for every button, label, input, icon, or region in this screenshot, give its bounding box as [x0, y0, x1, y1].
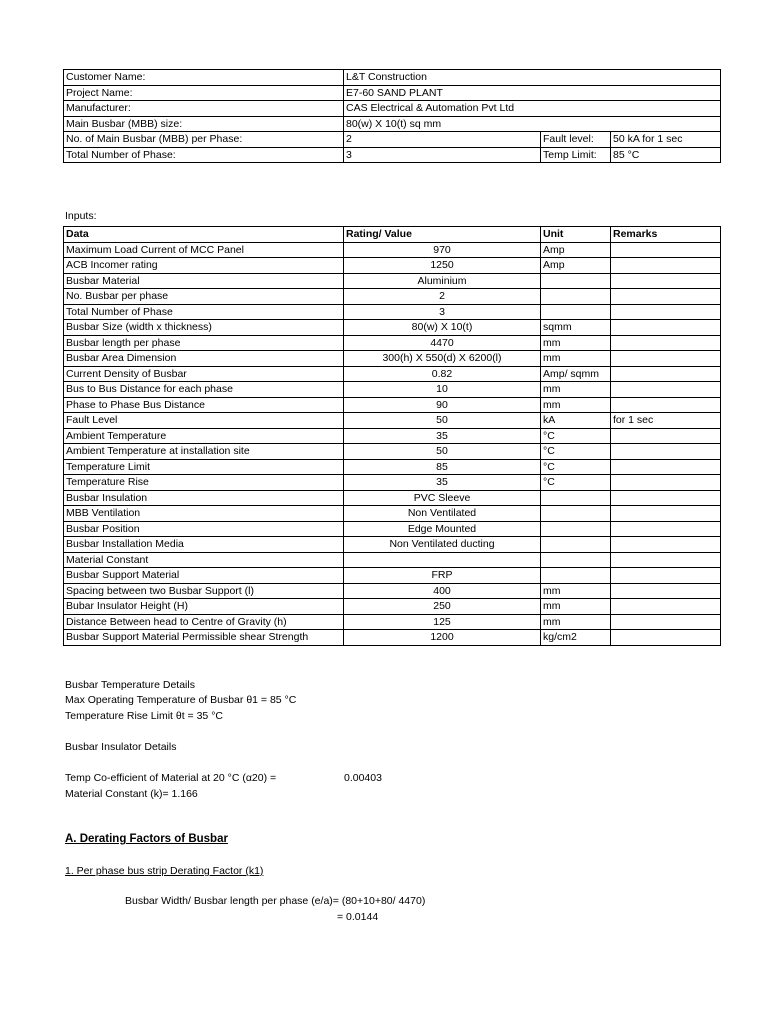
input-value-cell: 1200: [344, 630, 541, 646]
table-row: [64, 289, 721, 305]
input-value-cell: 400: [344, 583, 541, 599]
table-row: [64, 304, 721, 320]
input-unit-cell: [541, 537, 611, 553]
input-data-cell: Spacing between two Busbar Support (l): [64, 583, 344, 599]
project-info-table: [63, 69, 721, 163]
input-value-cell: 4470: [344, 335, 541, 351]
input-data-cell: Bubar Insulator Height (H): [64, 599, 344, 615]
input-unit-cell: [541, 552, 611, 568]
input-remarks-cell: [611, 366, 721, 382]
input-data-cell: Bus to Bus Distance for each phase: [64, 382, 344, 398]
input-unit-cell: [541, 568, 611, 584]
input-value-cell: 970: [344, 242, 541, 258]
input-value-cell: 1250: [344, 258, 541, 274]
temp-details-line1: Max Operating Temperature of Busbar θ1 = 85 °C: [65, 694, 297, 706]
input-remarks-cell: [611, 630, 721, 646]
inputs-header-row: [64, 227, 721, 243]
input-data-cell: Material Constant: [64, 552, 344, 568]
input-data-cell: Temperature Limit: [64, 459, 344, 475]
input-data-cell: No. Busbar per phase: [64, 289, 344, 305]
table-row: [64, 366, 721, 382]
section-a-heading: A. Derating Factors of Busbar: [65, 833, 228, 845]
input-value-cell: PVC Sleeve: [344, 490, 541, 506]
input-value-cell: 3: [344, 304, 541, 320]
project-info-label: No. of Main Busbar (MBB) per Phase:: [64, 132, 344, 148]
input-data-cell: Busbar Material: [64, 273, 344, 289]
project-info-row: [64, 116, 721, 132]
input-remarks-cell: [611, 320, 721, 336]
input-unit-cell: Amp: [541, 258, 611, 274]
project-info-value: E7-60 SAND PLANT: [344, 85, 721, 101]
table-row: [64, 444, 721, 460]
input-unit-cell: [541, 304, 611, 320]
temp-details-line2: Temperature Rise Limit θt = 35 °C: [65, 710, 223, 722]
input-data-cell: Fault Level: [64, 413, 344, 429]
input-data-cell: Total Number of Phase: [64, 304, 344, 320]
col-header-remarks: Remarks: [611, 227, 721, 243]
input-remarks-cell: [611, 475, 721, 491]
project-info-label: Main Busbar (MBB) size:: [64, 116, 344, 132]
table-row: [64, 428, 721, 444]
input-data-cell: Ambient Temperature: [64, 428, 344, 444]
input-remarks-cell: [611, 614, 721, 630]
table-row: [64, 459, 721, 475]
table-row: [64, 475, 721, 491]
table-row: [64, 242, 721, 258]
input-remarks-cell: [611, 537, 721, 553]
input-remarks-cell: [611, 273, 721, 289]
project-info-value: L&T Construction: [344, 70, 721, 86]
table-row: [64, 521, 721, 537]
input-value-cell: 125: [344, 614, 541, 630]
col-header-rating: Rating/ Value: [344, 227, 541, 243]
input-data-cell: Busbar Installation Media: [64, 537, 344, 553]
input-remarks-cell: [611, 521, 721, 537]
input-data-cell: Maximum Load Current of MCC Panel: [64, 242, 344, 258]
project-info-row: [64, 132, 721, 148]
table-row: [64, 258, 721, 274]
input-unit-cell: mm: [541, 397, 611, 413]
table-row: [64, 335, 721, 351]
table-row: [64, 630, 721, 646]
input-data-cell: Busbar Support Material Permissible shear Strength: [64, 630, 344, 646]
input-remarks-cell: [611, 599, 721, 615]
input-value-cell: FRP: [344, 568, 541, 584]
input-value-cell: 50: [344, 413, 541, 429]
input-data-cell: Current Density of Busbar: [64, 366, 344, 382]
table-row: [64, 273, 721, 289]
input-unit-cell: sqmm: [541, 320, 611, 336]
input-remarks-cell: [611, 289, 721, 305]
input-remarks-cell: [611, 568, 721, 584]
input-data-cell: Busbar Size (width x thickness): [64, 320, 344, 336]
insulator-details-title: Busbar Insulator Details: [65, 741, 177, 753]
input-data-cell: ACB Incomer rating: [64, 258, 344, 274]
input-unit-cell: °C: [541, 459, 611, 475]
input-unit-cell: [541, 521, 611, 537]
input-remarks-cell: [611, 242, 721, 258]
input-remarks-cell: [611, 335, 721, 351]
input-value-cell: Aluminium: [344, 273, 541, 289]
input-unit-cell: Amp: [541, 242, 611, 258]
input-data-cell: Busbar Position: [64, 521, 344, 537]
material-constant: Material Constant (k)= 1.166: [65, 788, 198, 800]
project-info-value: 80(w) X 10(t) sq mm: [344, 116, 721, 132]
project-info-label: Manufacturer:: [64, 101, 344, 117]
input-value-cell: Non Ventilated: [344, 506, 541, 522]
input-unit-cell: kA: [541, 413, 611, 429]
table-row: [64, 506, 721, 522]
input-remarks-cell: for 1 sec: [611, 413, 721, 429]
input-remarks-cell: [611, 583, 721, 599]
input-unit-cell: [541, 490, 611, 506]
table-row: [64, 583, 721, 599]
input-unit-cell: mm: [541, 599, 611, 615]
input-unit-cell: kg/cm2: [541, 630, 611, 646]
table-row: [64, 614, 721, 630]
input-remarks-cell: [611, 444, 721, 460]
project-info-body: [64, 70, 721, 163]
coefficient-label: Temp Co-efficient of Material at 20 °C (α20) =: [65, 772, 277, 784]
table-row: [64, 413, 721, 429]
project-info-value2: 50 kA for 1 sec: [611, 132, 721, 148]
col-header-unit: Unit: [541, 227, 611, 243]
section-a-formula: Busbar Width/ Busbar length per phase (e/a)= (80+10+80/ 4470): [125, 895, 426, 907]
input-remarks-cell: [611, 459, 721, 475]
project-info-label: Project Name:: [64, 85, 344, 101]
project-info-row: [64, 70, 721, 86]
project-info-row: [64, 147, 721, 163]
input-value-cell: 250: [344, 599, 541, 615]
input-unit-cell: Amp/ sqmm: [541, 366, 611, 382]
input-data-cell: Busbar Area Dimension: [64, 351, 344, 367]
input-remarks-cell: [611, 506, 721, 522]
input-data-cell: Temperature Rise: [64, 475, 344, 491]
input-remarks-cell: [611, 351, 721, 367]
project-info-value: 2: [344, 132, 541, 148]
table-row: [64, 382, 721, 398]
input-value-cell: [344, 552, 541, 568]
input-remarks-cell: [611, 428, 721, 444]
project-info-label: Customer Name:: [64, 70, 344, 86]
input-unit-cell: °C: [541, 475, 611, 491]
project-info-value: 3: [344, 147, 541, 163]
project-info-value: CAS Electrical & Automation Pvt Ltd: [344, 101, 721, 117]
project-info-label2: Fault level:: [541, 132, 611, 148]
input-data-cell: Phase to Phase Bus Distance: [64, 397, 344, 413]
input-value-cell: Edge Mounted: [344, 521, 541, 537]
project-info-row: [64, 85, 721, 101]
project-info-row: [64, 101, 721, 117]
table-row: [64, 490, 721, 506]
input-value-cell: 50: [344, 444, 541, 460]
input-unit-cell: mm: [541, 382, 611, 398]
input-value-cell: 0.82: [344, 366, 541, 382]
table-row: [64, 568, 721, 584]
col-header-data: Data: [64, 227, 344, 243]
input-unit-cell: [541, 289, 611, 305]
input-value-cell: 80(w) X 10(t): [344, 320, 541, 336]
input-unit-cell: [541, 273, 611, 289]
input-data-cell: Distance Between head to Centre of Gravity (h): [64, 614, 344, 630]
table-row: [64, 397, 721, 413]
input-value-cell: 90: [344, 397, 541, 413]
table-row: [64, 537, 721, 553]
inputs-table: [63, 226, 721, 646]
input-unit-cell: °C: [541, 428, 611, 444]
inputs-body: [64, 242, 721, 645]
input-value-cell: 85: [344, 459, 541, 475]
input-remarks-cell: [611, 258, 721, 274]
input-data-cell: Ambient Temperature at installation site: [64, 444, 344, 460]
section-a-sub1: 1. Per phase bus strip Derating Factor (k1): [65, 865, 264, 877]
input-unit-cell: mm: [541, 583, 611, 599]
input-remarks-cell: [611, 552, 721, 568]
input-unit-cell: mm: [541, 351, 611, 367]
project-info-label2: Temp Limit:: [541, 147, 611, 163]
temp-details-title: Busbar Temperature Details: [65, 679, 195, 691]
project-info-label: Total Number of Phase:: [64, 147, 344, 163]
table-row: [64, 351, 721, 367]
input-remarks-cell: [611, 490, 721, 506]
project-info-value2: 85 °C: [611, 147, 721, 163]
input-unit-cell: [541, 506, 611, 522]
input-unit-cell: °C: [541, 444, 611, 460]
input-remarks-cell: [611, 304, 721, 320]
table-row: [64, 320, 721, 336]
inputs-title: Inputs:: [65, 210, 97, 222]
table-row: [64, 552, 721, 568]
table-row: [64, 599, 721, 615]
input-value-cell: 300(h) X 550(d) X 6200(l): [344, 351, 541, 367]
input-data-cell: Busbar length per phase: [64, 335, 344, 351]
input-unit-cell: mm: [541, 335, 611, 351]
input-remarks-cell: [611, 397, 721, 413]
input-data-cell: Busbar Insulation: [64, 490, 344, 506]
input-data-cell: Busbar Support Material: [64, 568, 344, 584]
input-value-cell: 10: [344, 382, 541, 398]
input-data-cell: MBB Ventilation: [64, 506, 344, 522]
input-remarks-cell: [611, 382, 721, 398]
section-a-result: = 0.0144: [337, 911, 379, 923]
input-value-cell: Non Ventilated ducting: [344, 537, 541, 553]
input-value-cell: 35: [344, 475, 541, 491]
input-unit-cell: mm: [541, 614, 611, 630]
input-value-cell: 2: [344, 289, 541, 305]
input-value-cell: 35: [344, 428, 541, 444]
coefficient-value: 0.00403: [344, 772, 382, 784]
